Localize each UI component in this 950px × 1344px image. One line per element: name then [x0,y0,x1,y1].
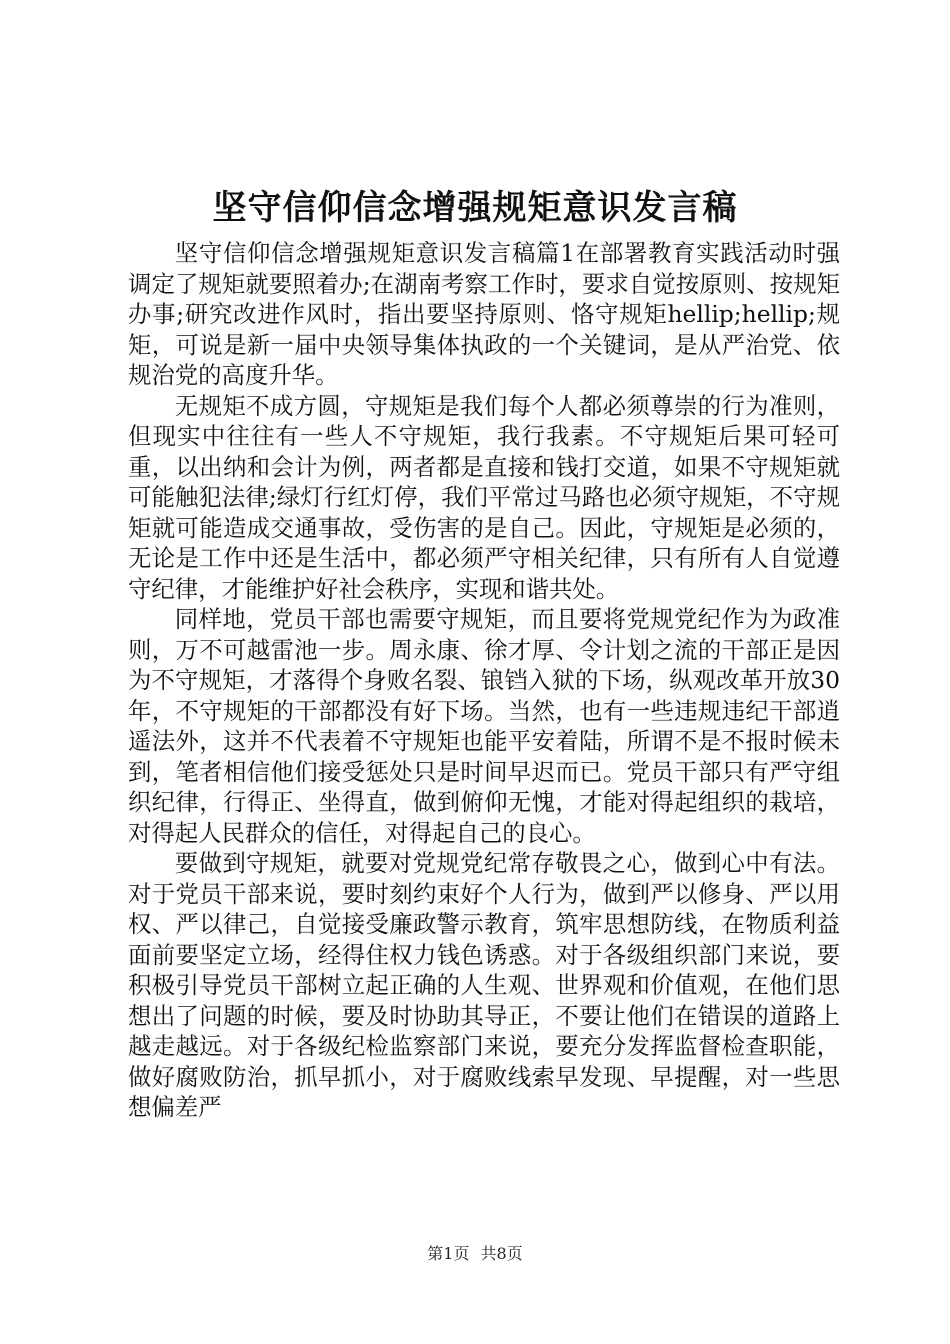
paragraph-2: 无规矩不成方圆，守规矩是我们每个人都必须尊崇的行为准则，但现实中往往有一些人不守规矩，我行我素。不守规矩后果可轻可重，以出纳和会计为例，两者都是直接和钱打交道，如果不守规矩就可能触犯法律;绿灯行红灯停，我们平常过马路也必须守规矩，不守规矩就可能造成交通事故，受伤害的是自己。因此，守规矩是必须的，无论是工作中还是生活中，都必须严守相关纪律，只有所有人自觉遵守纪律，才能维护好社会秩序，实现和谐共处。 [128,391,840,603]
document-body [128,238,840,1123]
paragraph-3: 同样地，党员干部也需要守规矩，而且要将党规党纪作为为政准则，万不可越雷池一步。周永康、徐才厚、令计划之流的干部正是因为不守规矩，才落得个身败名裂、锒铛入狱的下场，纵观改革开放30年，不守规矩的干部都没有好下场。当然，也有一些违规违纪干部逍遥法外，这并不代表着不守规矩也能平安着陆，所谓不是不报时候未到，笔者相信他们接受惩处只是时间早迟而已。党员干部只有严守组织纪律，行得正、坐得直，做到俯仰无愧，才能对得起组织的栽培，对得起人民群众的信任，对得起自己的良心。 [128,605,840,847]
page-number: 第1页 [427,1244,470,1263]
document-title: 坚守信仰信念增强规矩意识发言稿 [212,188,738,228]
page-footer [0,1244,950,1264]
page-total: 共8页 [480,1244,523,1263]
paragraph-1: 坚守信仰信念增强规矩意识发言稿篇1在部署教育实践活动时强调定了规矩就要照着办;在湖南考察工作时，要求自觉按原则、按规矩办事;研究改进作风时，指出要坚持原则、恪守规矩hellip;hellip;规矩，可说是新一届中央领导集体执政的一个关键词，是从严治党、依规治党的高度升华。 [128,239,840,389]
paragraph-4: 要做到守规矩，就要对党规党纪常存敬畏之心，做到心中有法。对于党员干部来说，要时刻约束好个人行为，做到严以修身、严以用权、严以律己，自觉接受廉政警示教育，筑牢思想防线，在物质利益面前要坚定立场，经得住权力钱色诱惑。对于各级组织部门来说，要积极引导党员干部树立起正确的人生观、世界观和价值观，在他们思想出了问题的时候，要及时协助其导正，不要让他们在错误的道路上越走越远。对于各级纪检监察部门来说，要充分发挥监督检查职能，做好腐败防治，抓早抓小，对于腐败线索早发现、早提醒，对一些思想偏差严 [128,849,840,1121]
